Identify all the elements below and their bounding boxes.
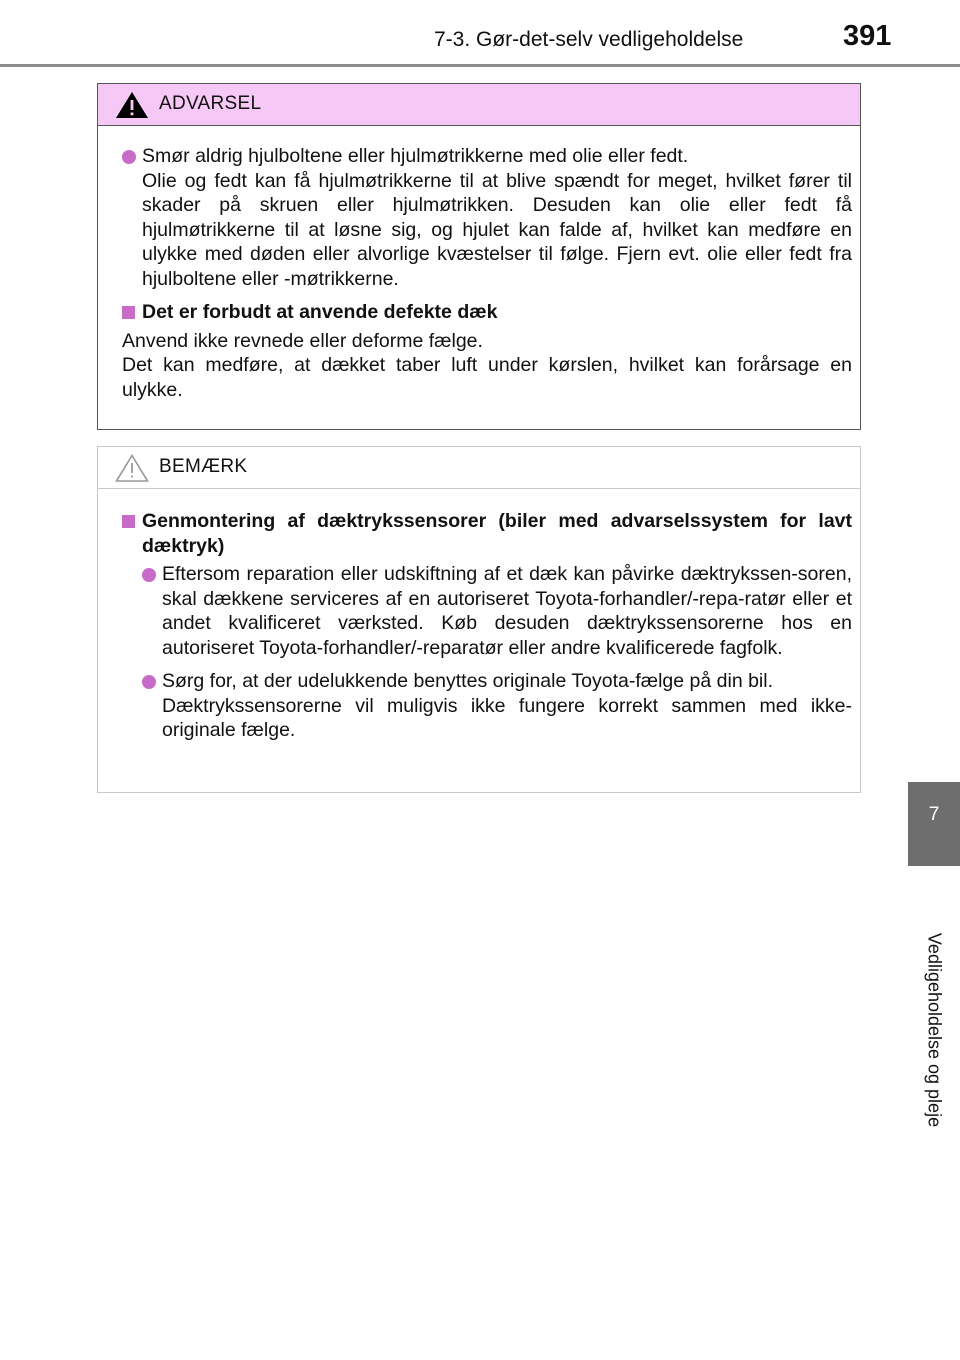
chapter-tab [908,782,960,866]
bullet-dot [142,568,156,582]
note-item-text: Eftersom reparation eller udskiftning af et dæk kan påvirke dæktrykssen-soren, skal dækkene serviceres af en autoriseret Toyota-forhandler/-repa-ratør eller et andet kvalificeret værksted. Køb desuden dæktrykssensorerne hos en autoriseret Toyota-forhandler/-reparatør eller andre kvalificerede fagfolk. [162,563,852,659]
warning-section-line: Anvend ikke revnede eller deforme fælge. [122,329,483,352]
note-section-body [122,562,852,743]
caution-outline-triangle-icon [114,453,150,483]
warning-label: ADVARSEL [159,93,262,114]
warning-section-heading [122,300,852,325]
chapter-title: Vedligeholdelse og pleje [924,932,945,1128]
warning-section-heading-text: Det er forbudt at anvende defekte dæk [142,301,498,323]
warning-item-body: Olie og fedt kan få hjulmøtrikkerne til at blive spændt for meget, hvilket fører til skader på skruen eller hjulmøtrikken. Desuden kan olie eller fedt få hjulmøtrikkerne til at løsne sig, og hjulet kan falde af, hvilket kan medføre en ulykke med døden eller alvorlige kvæstelser til følge. Fjern evt. olie eller fedt fra hjulboltene eller -møtrikkerne. [142,169,852,290]
note-item [142,669,852,743]
bullet-square [122,515,135,528]
warning-section-body [122,325,852,403]
note-item [142,562,852,660]
warning-box-body [98,126,860,402]
note-item-body: Dæktrykssensorerne vil muligvis ikke fungere korrekt sammen med ikke-originale fælge. [162,694,852,741]
bullet-dot [142,675,156,689]
page-number: 391 [843,20,892,52]
chapter-number: 7 [928,804,940,825]
note-label: BEMÆRK [159,456,248,477]
section-title: 7-3. Gør-det-selv vedligeholdelse [434,28,744,51]
note-box-body [98,489,860,743]
note-section-heading [122,509,852,558]
warning-box [97,83,861,430]
header-divider [0,64,960,67]
warning-box-header [98,84,860,126]
note-section-heading-text: Genmontering af dæktrykssensorer (biler med advarselssystem for lavt dæktryk) [142,510,852,557]
warning-item-title: Smør aldrig hjulboltene eller hjulmøtrikkerne med olie eller fedt. [142,145,689,167]
warning-item [122,144,852,291]
note-item-title: Sørg for, at der udelukkende benyttes originale Toyota-fælge på din bil. [162,670,774,692]
bullet-square [122,306,135,319]
warning-section-line: Det kan medføre, at dækket taber luft under kørslen, hvilket kan forårsage en ulykke. [122,354,852,401]
note-box-header [98,447,860,489]
warning-triangle-icon [114,90,150,120]
note-box [97,446,861,793]
bullet-dot [122,150,136,164]
